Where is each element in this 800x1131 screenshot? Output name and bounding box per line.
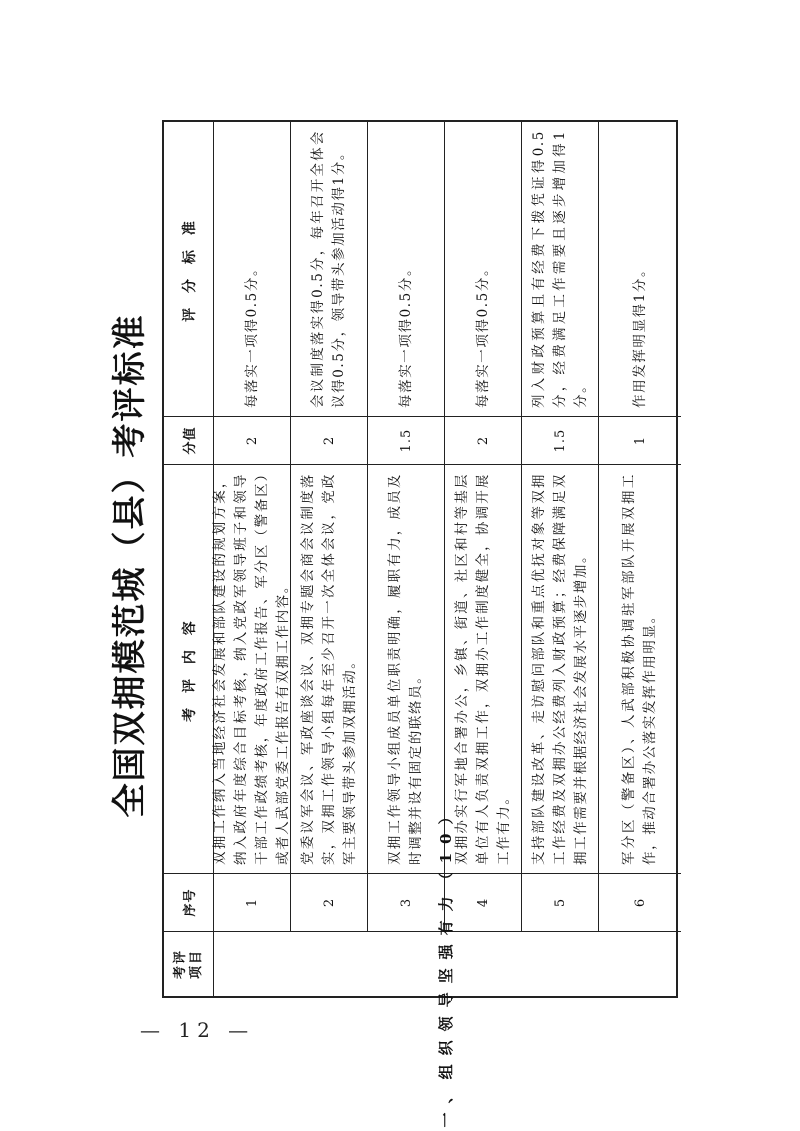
- row-criteria: 会议制度落实得0.5分，每年召开全体会议得0.5分，领导带头参加活动得1分。: [310, 130, 347, 408]
- row-content: 双拥工作领导小组成员单位职责明确，履职有力，成员及时调整并设有固定的联络员。: [368, 464, 444, 873]
- row-seq: 1: [214, 873, 290, 931]
- table-header: [164, 122, 214, 996]
- row-content: 支持部队建设改革、走访慰问部队和重点优抚对象等双拥工作经费及双拥办公经费列入财政预算；经费保障满足双拥工作需要并根据经济社会发展水平逐步增加。: [522, 464, 598, 873]
- category-cell: [214, 800, 676, 1128]
- row-score: 2: [214, 416, 290, 464]
- page-title: 全国双拥模范城（县）考评标准: [110, 313, 150, 818]
- table-row: [599, 122, 681, 996]
- header-content: 考 评 内 容: [164, 464, 213, 873]
- row-score: 1: [599, 416, 681, 464]
- row-seq: 2: [291, 873, 367, 931]
- page-number: — 12 —: [140, 1018, 255, 1042]
- table-row: [291, 122, 368, 996]
- header-seq: 序号: [164, 873, 213, 931]
- table-row: [368, 122, 445, 996]
- header-category: [164, 931, 213, 996]
- header-category-line-2: 项目: [188, 949, 204, 980]
- row-criteria: 作用发挥明显得1分。: [631, 261, 648, 408]
- category-label: 一、组织领导坚强有力（10）: [436, 800, 455, 1128]
- table-row: [445, 122, 522, 996]
- row-seq: 3: [368, 873, 444, 931]
- row-score: 2: [291, 416, 367, 464]
- row-seq: 5: [522, 873, 598, 931]
- row-content: 军分区（警备区）、人武部积极协调驻军部队开展双拥工作，推动合署办公落实发挥作用明显。: [599, 464, 681, 873]
- header-score: 分值: [164, 416, 213, 464]
- row-score: 1.5: [368, 416, 444, 464]
- row-criteria: 每落实一项得0.5分。: [474, 260, 491, 408]
- row-content: 党委议军会议、军政座谈会议、双拥专题会商会议制度落实，双拥工作领导小组每年至少召开一次全体会议，党政军主要领导带头参加双拥活动。: [291, 464, 367, 873]
- row-score: 2: [445, 416, 521, 464]
- row-seq: 6: [599, 873, 681, 931]
- row-content: 双拥工作纳入当地经济社会发展和部队建设的规划方案，纳入政府年度综合目标考核，纳入党政军领导班子和领导干部工作政绩考核，年度政府工作报告、军分区（警备区）或者人武部党委工作报告有双拥工作内容。: [214, 464, 290, 873]
- row-criteria: 列入财政预算且有经费下拨凭证得0.5分，经费满足工作需要且逐步增加得1分。: [530, 130, 589, 408]
- table-row: [522, 122, 599, 996]
- row-seq: 4: [445, 873, 521, 931]
- table-row: [214, 122, 291, 996]
- row-content: 双拥办实行军地合署办公，乡镇、街道、社区和村等基层单位有人负责双拥工作，双拥办工作制度健全，协调开展工作有力。: [445, 464, 521, 873]
- header-criteria: 评 分 标 准: [181, 216, 198, 322]
- row-score: 1.5: [522, 416, 598, 464]
- row-criteria: 每落实一项得0.5分。: [397, 260, 414, 408]
- header-category-line-1: 考评: [172, 949, 188, 980]
- row-criteria: 每落实一项得0.5分。: [243, 260, 260, 408]
